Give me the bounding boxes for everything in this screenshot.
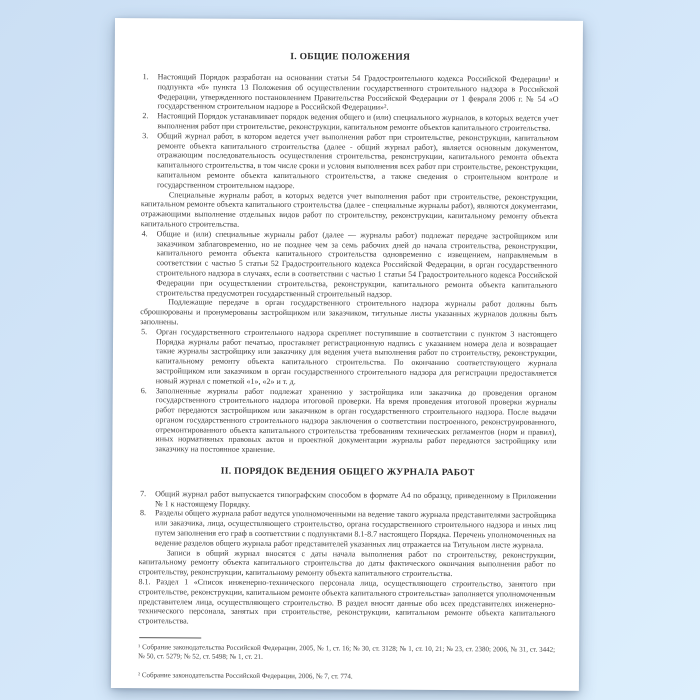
item-text: Разделы общего журнала работ ведутся уполномоченными на ведение такого журнала представителями застройщика или заказчика, лица, осуществляющего строительство, органа государственного строительного надзора и иных лиц путем заполнения его граф в соответствии с подпунктами 8.1-8.7 настоящего Порядка. Перечень уполномоченных на ведение разделов общего журнала работ представителей указанных лиц отражается на Титульном листе журнала. xyxy=(154,508,556,550)
paragraph-item-6 xyxy=(139,386,556,457)
paragraph-item-8-1: 8.1. Раздел 1 «Список инженерно-технического персонала лица, осуществляющего строительство, занятого при строительстве, реконструкции, капитальном ремонте объекта капитального строительства» заполняется уполномоченным представителем лица, осуществляющего строительство. В раздел вносят данные обо всех представителях инженерно-технического персонала, занятых при строительстве, реконструкции, капитальном ремонте объекта капитального строительства. xyxy=(138,577,556,626)
item-number: 2. xyxy=(142,111,149,121)
item-text-continuation: Подлежащие передаче в орган государственного строительного надзора журналы работ должны быть сброшюрованы и пронумерованы застройщиком или заказчиком, титульные листы указанных журналов должны быть заполнены. xyxy=(140,297,558,327)
item-text: Настоящий Порядок разработан на основании статьи 54 Градостроительного кодекса Российской Федерации¹ и подпункта «б» пункта 13 Положения об осуществлении государственного строительного надзора в Российской Федерации, утвержденного постановлением Правительства Российской Федерации от 1 февраля 2006 г. № 54 «О государственном строительном надзоре в Российской Федерации»². xyxy=(157,72,559,113)
document-body xyxy=(138,72,559,683)
section-1-heading: I. ОБЩИЕ ПОЛОЖЕНИЯ xyxy=(290,52,411,63)
item-text: Общий журнал работ, в котором ведется учет выполнения работ при строительстве, реконструкции, капитальном ремонте объекта капитального строительства (далее - общий журнал работ), является основным документом, отражающим последовательность осуществления строительства, реконструкции, капитального ремонта объекта капитального строительства, в том числе сроки и условия выполнения всех работ при строительстве, реконструкции, капитальном ремонте объекта капитального строительства, а также сведения о строительном контроле и государственном строительном надзоре. xyxy=(156,131,559,190)
footnote-2: ² Собрание законодательства Российской Федерации, 2006, № 7, ст. 774. xyxy=(137,671,353,681)
paragraph-item-3 xyxy=(141,131,559,232)
section-2-heading: II. ПОРЯДОК ВЕДЕНИЯ ОБЩЕГО ЖУРНАЛА РАБОТ xyxy=(220,466,475,479)
paragraph-item-2 xyxy=(141,111,558,133)
footnote-1: ¹ Собрание законодательства Российской Федерации, 2005, № 1, ст. 16; № 30, ст. 3128; № 1, ст. 10, 21; № 23, ст. 2380; 2006, № 31, ст. 3442; № 50, ст. 5279; № 52, ст. 5498; № 1, ст. 21. xyxy=(138,643,556,661)
paragraph-item-8 xyxy=(139,509,556,580)
item-number: 3. xyxy=(142,130,149,140)
paragraph-item-1 xyxy=(141,72,558,114)
item-number: 5. xyxy=(141,326,148,336)
item-text: Орган государственного строительного надзора скрепляет поступившие в соответствии с пунктом 3 настоящего Порядка журналы работ печатью, проставляет регистрационную надпись с указанием номера дела и возвращает такие журналы застройщику или заказчику для ведения учета выполнения работ по строительству, реконструкции, капитальному ремонту объекта капитального строительства. По окончанию соответствующего журнала застройщиком или заказчиком в орган государственного строительного надзора для регистрации предоставляется новый журнал с пометкой «1», «2» и т. д. xyxy=(155,326,558,386)
item-number: 7. xyxy=(140,489,147,499)
item-text-continuation: Записи в общий журнал вносятся с даты начала выполнения работ по строительству, реконструкции, капитальному ремонту объекта капитального строительства до даты фактического окончания выполнения работ по строительству, реконструкции, капитальному ремонту объекта капитального строительства. xyxy=(138,547,556,579)
item-number: 6. xyxy=(140,385,147,395)
item-text: Общий журнал работ выпускается типографским способом в формате А4 по образцу, приведенному в Приложении № 1 к настоящему Порядку. xyxy=(155,489,557,509)
footnotes-block xyxy=(138,637,555,683)
paragraph-item-4 xyxy=(140,229,558,330)
footnote-divider xyxy=(139,637,201,638)
item-text-continuation: Специальные журналы работ, в которых ведется учет выполнения работ при строительстве, реконструкции, капитальном ремонте объекта капитального строительства (далее - специальные журналы работ), являются документами, отражающими выполнение отдельных видов работ по строительству, реконструкции, капитальному ремонту объекта капитального строительства. xyxy=(140,189,558,229)
paragraph-item-5 xyxy=(140,327,557,388)
document-page xyxy=(111,18,583,691)
paragraph-item-7 xyxy=(139,489,556,511)
item-number: 1. xyxy=(142,72,149,82)
item-text: Заполненные журналы работ подлежат хранению у застройщика или заказчика до проведения органом государственного строительного надзора итоговой проверки. На время проведения итоговой проверки журналы работ передаются застройщиком или заказчиком в орган государственного строительного надзора. После выдачи органом государственного строительного надзора заключения о соответствии построенного, реконструированного, отремонтированного объекта капитального строительства требованиям технических регламентов (норм и правил), иных нормативных правовых актов и проектной документации журналы работ передаются застройщику или заказчику на постоянное хранение. xyxy=(155,385,557,455)
item-text: Настоящий Порядок устанавливает порядок ведения общего и (или) специального журналов, в которых ведется учет выполнения работ при строительстве, реконструкции, капитальном ремонте объектов капитального строительства. xyxy=(157,111,559,133)
item-number: 8. xyxy=(139,508,147,518)
item-number: 4. xyxy=(141,228,148,238)
item-text: Общие и (или) специальные журналы работ (далее — журналы работ) подлежат передаче застройщиком или заказчиком заблаговременно, но не позднее чем за семь рабочих дней до начала строительства, реконструкции, капитального ремонта объекта капитального строительства одновременно с извещением, направляемым в соответствии с частью 5 статьи 52 Градостроительного кодекса Российской Федерации, в орган государственного строительного надзора в случаях, если в соответствии с частью 1 статьи 54 Градостроительного кодекса Российской Федерации при осуществлении строительства, реконструкции, капитального ремонта объекта капитального строительства предусмотрен государственный строительный надзор. xyxy=(156,229,558,299)
